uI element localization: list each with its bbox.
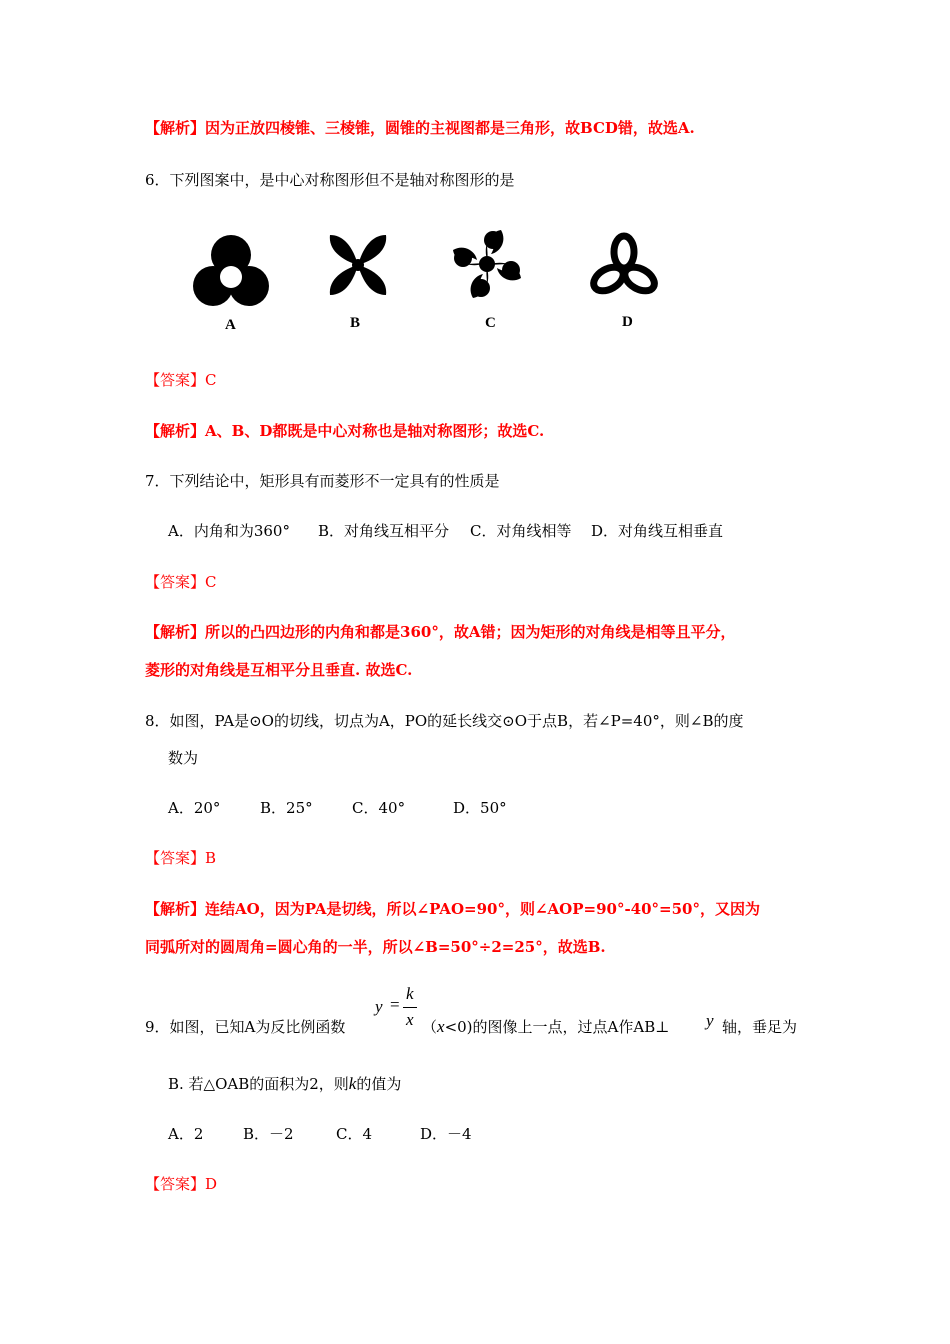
q8-analysis-line2: 同弧所对的圆周角=圆心角的一半，所以∠B=50°÷2=25°，故选B. <box>145 938 606 956</box>
q9-function-equals: = <box>390 995 400 1014</box>
q8-question-line2: 数为 <box>168 749 199 767</box>
figure-c-label: C <box>485 315 496 331</box>
answer-value: D <box>205 1175 218 1193</box>
q9-axis-y: y <box>706 1011 714 1030</box>
q7-question: 7．下列结论中，矩形具有而菱形不一定具有的性质是 <box>145 472 500 490</box>
condition-x: x <box>437 1017 445 1036</box>
q6-answer <box>145 370 217 390</box>
q8-analysis-line1 <box>145 899 760 919</box>
option-d: D．－4 <box>420 1125 472 1143</box>
option-a: A．2 <box>168 1125 204 1143</box>
question-part-b: 的值为 <box>356 1075 402 1093</box>
q9-options <box>168 1124 472 1144</box>
question-part-a: B. 若△OAB的面积为2，则 <box>168 1075 349 1093</box>
figure-d-label: D <box>622 314 633 330</box>
answer-tag: 【答案】 <box>145 849 206 867</box>
q8-options <box>168 798 507 818</box>
q9-function-y: y <box>375 997 383 1016</box>
question-k: k <box>348 1074 357 1093</box>
q7-analysis-line1 <box>145 622 735 642</box>
analysis-tag: 【解析】 <box>145 900 206 918</box>
q9-answer <box>145 1174 217 1194</box>
analysis-text: 所以的凸四边形的内角和都是360°，故A错；因为矩形的对角线是相等且平分， <box>205 623 736 641</box>
analysis-text: 因为正放四棱锥、三棱锥，圆锥的主视图都是三角形，故BCD错，故选A. <box>205 119 695 137</box>
option-c: C．对角线相等 <box>470 522 572 540</box>
figure-d-loops-icon <box>583 228 665 308</box>
q9-fraction-bar <box>403 1007 417 1008</box>
option-c: C．40° <box>352 799 406 817</box>
option-a: A．内角和为360° <box>168 522 290 540</box>
q8-question-line1: 8．如图，PA是⊙O的切线，切点为A，PO的延长线交⊙O于点B，若∠P=40°，则∠B的度 <box>145 712 744 730</box>
q8-answer <box>145 848 216 868</box>
option-d: D．对角线互相垂直 <box>591 522 724 540</box>
figure-c-pinwheel-icon <box>447 224 527 304</box>
option-d: D．50° <box>453 799 507 817</box>
q9-question-line2 <box>168 1074 401 1094</box>
q6-figures <box>185 222 685 342</box>
q7-analysis-line2: 菱形的对角线是互相平分且垂直. 故选C. <box>145 661 413 679</box>
condition-rest: <0)的图像上一点，过点A作AB⊥ <box>444 1018 670 1036</box>
figure-a-label: A <box>225 317 236 333</box>
condition-open: （ <box>422 1018 438 1036</box>
analysis-text: A、B、D都既是中心对称也是轴对称图形；故选C. <box>205 422 545 440</box>
q7-answer <box>145 572 217 592</box>
option-c: C．4 <box>336 1125 373 1143</box>
q6-analysis <box>145 421 544 441</box>
figure-b-label: B <box>350 315 361 331</box>
answer-value: C <box>205 573 217 591</box>
analysis-tag: 【解析】 <box>145 623 206 641</box>
analysis-text: 连结AO，因为PA是切线，所以∠PAO=90°，则∠AOP=90°-40°=50°，又因为 <box>205 900 760 918</box>
figure-a-trefoil-icon <box>191 232 271 312</box>
q9-function-x: x <box>406 1010 414 1029</box>
q9-condition <box>422 1017 669 1037</box>
q9-question-pre: 9．如图，已知A为反比例函数 <box>145 1018 346 1036</box>
option-b: B．对角线互相平分 <box>318 522 450 540</box>
answer-tag: 【答案】 <box>145 573 206 591</box>
analysis-tag: 【解析】 <box>145 422 206 440</box>
answer-value: C <box>205 371 217 389</box>
option-b: B．25° <box>260 799 313 817</box>
answer-tag: 【答案】 <box>145 1175 206 1193</box>
q9-question-post: 轴，垂足为 <box>722 1018 798 1036</box>
figure-b-petal-icon <box>323 230 393 300</box>
option-a: A．20° <box>168 799 221 817</box>
answer-value: B <box>205 849 217 867</box>
option-b: B．－2 <box>243 1125 294 1143</box>
analysis-tag: 【解析】 <box>145 119 206 137</box>
q7-options <box>168 521 723 541</box>
answer-tag: 【答案】 <box>145 371 206 389</box>
q6-question: 6．下列图案中，是中心对称图形但不是轴对称图形的是 <box>145 171 515 189</box>
q5-analysis <box>145 118 695 138</box>
q9-function-k: k <box>406 984 414 1003</box>
